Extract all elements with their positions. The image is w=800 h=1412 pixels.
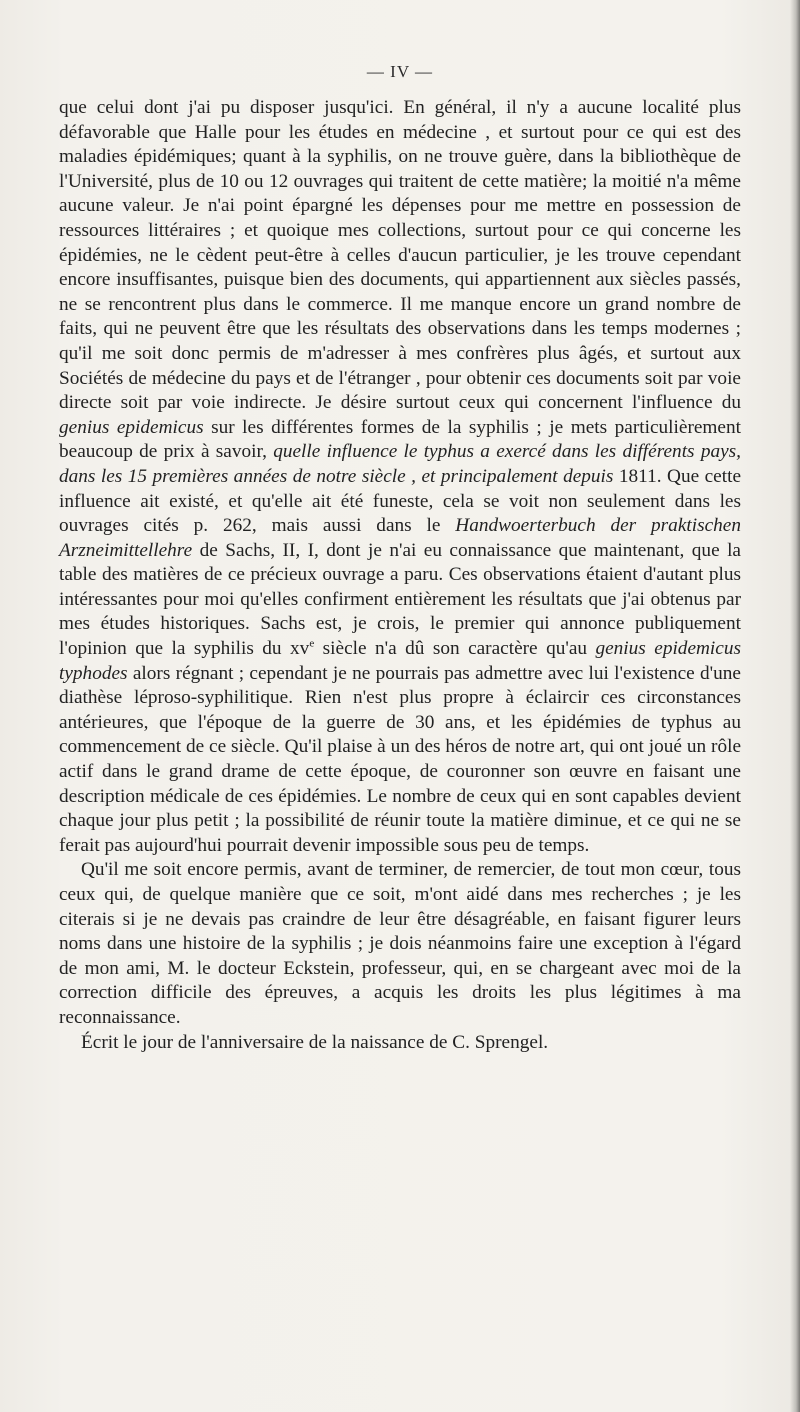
italic-text: genius epidemicus typhodes [59,638,741,684]
paragraph [59,96,741,858]
text-run: que celui dont j'ai pu disposer jusqu'ici. En général, il n'y a aucune localité plus défavorable que Halle pour les études en médecine , et surtout pour ce qui est des maladies épidémiques; quant à la syphilis, on ne trouve guère, dans la bibliothèque de l'Université, plus de 10 ou 12 ouvrages qui traitent de cette matière; la moitié n'a même aucune valeur. Je n'ai point épargné les dépenses pour me mettre en possession de ressources littéraires ; et quoique mes collections, surtout pour ce qui concerne les épidémies, ne le cèdent peut-être à celles d'aucun particulier, je les trouve cependant encore insuffisantes, puisque bien des documents, qui appartiennent aux siècles passés, ne se rencontrent plus dans le commerce. Il me manque encore un grand nombre de faits, qui ne peuvent être que les résultats des observations dans les temps modernes ; qu'il me soit donc permis de m'adresser à mes confrères plus âgés, et surtout aux Sociétés de médecine du pays et de l'étranger , pour obtenir ces documents soit par voie directe soit par voie indirecte. Je désire surtout ceux qui concernent l'influence du [59,97,741,414]
text-run: de Sachs, II, I, dont je n'ai eu connaissance que maintenant, que la table des matières de ce précieux ouvrage a paru. Ces observations étaient d'autant plus intéressantes pour moi qu'elles confirment entièrement les résultats que j'ai obtenus par mes études historiques. Sachs est, je crois, le premier qui annonce publiquement l'opinion que la syphilis du xv [59,539,741,660]
text-run: Qu'il me soit encore permis, avant de terminer, de remercier, de tout mon cœur, tous ceux qui, de quelque manière que ce soit, m'ont aidé dans mes recherches ; je les citerais si je ne devais pas craindre de leur être désagréable, en faisant figurer leurs noms dans une histoire de la syphilis ; je dois néanmoins faire une exception à l'égard de mon ami, M. le docteur Eckstein, professeur, qui, en se chargeant avec moi de la correction difficile des épreuves, a acquis les droits les plus légitimes à ma reconnaissance. [59,859,741,1028]
paragraph [59,1031,741,1056]
text-run: siècle n'a dû son caractère qu'au [314,638,596,660]
text-run: Écrit le jour de l'anniversaire de la naissance de C. Sprengel. [81,1031,549,1053]
superscript-text: e [309,637,315,650]
body-text [59,96,741,1055]
text-run: alors régnant ; cependant je ne pourrais pas admettre avec lui l'existence d'une diathèse léproso-syphilitique. Rien n'est plus propre à éclaircir ces circonstances antérieures, que l'époque de la guerre de 30 ans, et les épidémies de typhus au commencement de ce siècle. Qu'il plaise à un des héros de notre art, qui ont joué un rôle actif dans le grand drame de cette époque, de couronner son œuvre en faisant une description médicale de ces épidémies. Le nombre de ceux qui en sont capables devient chaque jour plus petit ; la possibilité de réunir toute la matière diminue, et ce qui ne se ferait pas aujourd'hui pourrait devenir impossible sous peu de temps. [59,662,741,856]
italic-text: quelle influence le typhus a exercé dans les différents pays, dans les 15 premières années de notre siècle , et principalement depuis [59,441,741,487]
italic-text: Handwoerterbuch der praktischen Arzneimittellehre [59,515,741,561]
italic-text: genius epidemicus [59,416,204,438]
page-edge-shadow [790,0,800,1412]
paragraph [59,858,741,1030]
text-run: 1811. Que cette influence ait existé, et qu'elle ait été funeste, cela se voit non seulement dans les ouvrages cités p. 262, mais aussi dans le [59,465,741,537]
text-run: sur les différentes formes de la syphilis ; je mets particulièrement beaucoup de prix à savoir, [59,416,741,463]
page-number: — IV — [366,62,434,81]
